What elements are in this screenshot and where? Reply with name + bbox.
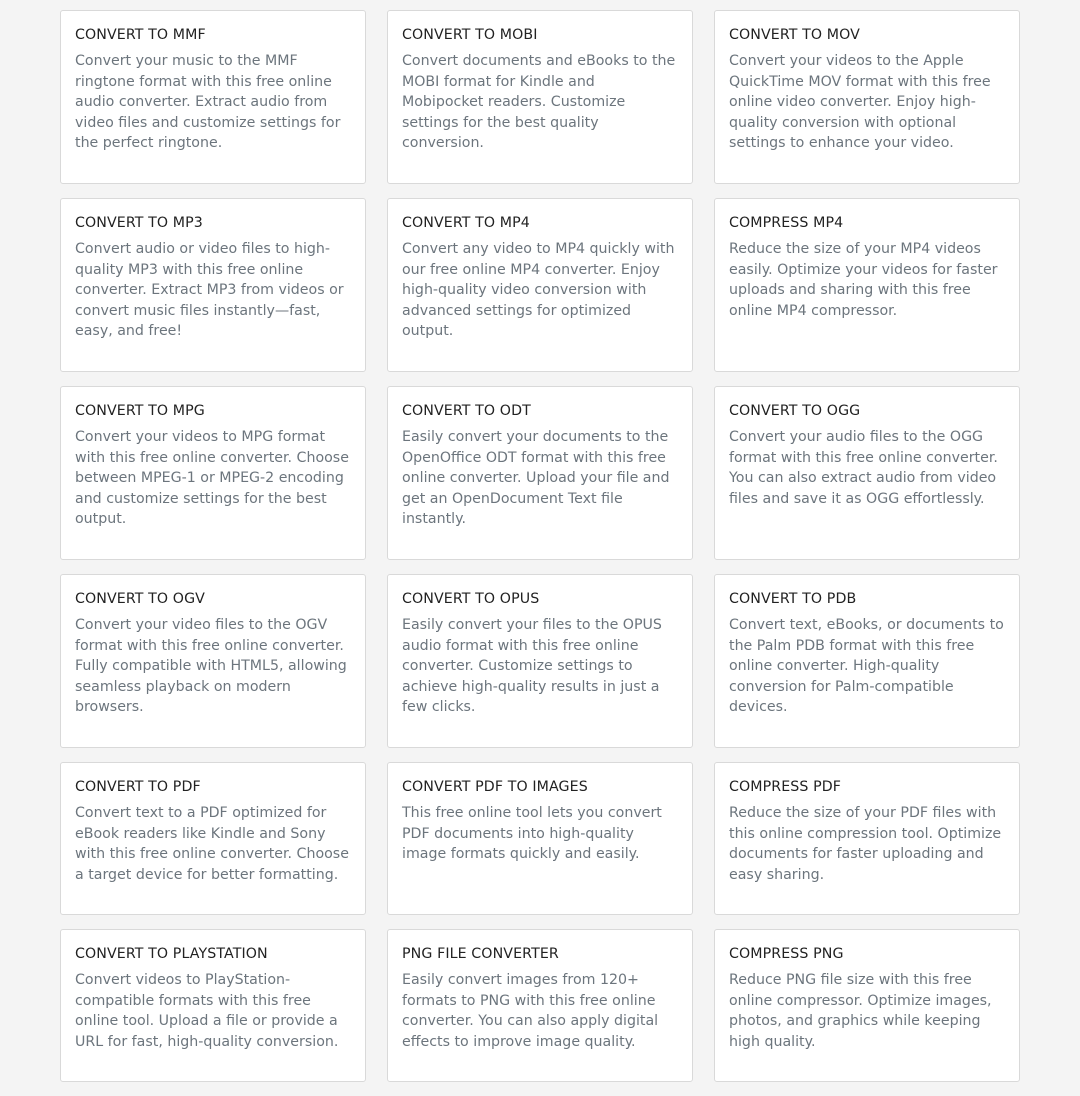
card-description: Convert your music to the MMF ringtone format with this free online audio converter. Extract audio from video files and customize settings for the perfect ringtone. [75,53,341,152]
card-description: Convert text, eBooks, or documents to the Palm PDB format with this free online converter. High-quality conversion for Palm-compatible devices. [729,617,1004,716]
tool-card-convert-to-mmf[interactable] [60,10,366,184]
card-title[interactable]: CONVERT TO MMF [75,27,206,43]
card-title[interactable]: CONVERT TO MOV [729,27,860,43]
card-description: Convert any video to MP4 quickly with our free online MP4 converter. Enjoy high-quality video conversion with advanced settings for optimized output. [402,241,675,340]
tool-card-png-file-converter[interactable] [387,929,693,1082]
tool-card-convert-to-ogv[interactable] [60,574,366,748]
card-title[interactable]: CONVERT TO OPUS [402,591,540,607]
card-description: Convert videos to PlayStation-compatible formats with this free online tool. Upload a file or provide a URL for fast, high-quality conversion. [75,972,339,1050]
tool-card-convert-to-mp3[interactable] [60,198,366,372]
tool-card-grid [60,10,1020,1096]
tool-card-convert-to-ogg[interactable] [714,386,1020,560]
card-description: Convert your audio files to the OGG format with this free online converter. You can also extract audio from video files and save it as OGG effortlessly. [729,429,998,507]
card-title[interactable]: CONVERT TO MOBI [402,27,538,43]
tool-card-convert-to-pdf[interactable] [60,762,366,915]
tool-card-convert-to-playstation[interactable] [60,929,366,1082]
card-description: Convert text to a PDF optimized for eBook readers like Kindle and Sony with this free online converter. Choose a target device for better formatting. [75,805,349,883]
tool-card-compress-pdf[interactable] [714,762,1020,915]
card-description: Easily convert your files to the OPUS audio format with this free online converter. Customize settings to achieve high-quality results in just a few clicks. [402,617,662,716]
tool-card-convert-to-mov[interactable] [714,10,1020,184]
tool-card-convert-to-mpg[interactable] [60,386,366,560]
card-description: Easily convert images from 120+ formats to PNG with this free online converter. You can also apply digital effects to improve image quality. [402,972,659,1050]
card-title[interactable]: COMPRESS MP4 [729,215,844,231]
card-title[interactable]: COMPRESS PNG [729,946,844,962]
tool-card-convert-to-odt[interactable] [387,386,693,560]
card-title[interactable]: CONVERT TO MP4 [402,215,530,231]
card-title[interactable]: CONVERT TO MPG [75,403,205,419]
card-description: Easily convert your documents to the OpenOffice ODT format with this free online converter. Upload your file and get an OpenDocument Text file instantly. [402,429,670,528]
card-description: Reduce PNG file size with this free online compressor. Optimize images, photos, and graphics while keeping high quality. [729,972,992,1050]
card-description: Convert documents and eBooks to the MOBI format for Kindle and Mobipocket readers. Customize settings for the best quality conversion. [402,53,676,152]
card-title[interactable]: CONVERT PDF TO IMAGES [402,779,588,795]
card-title[interactable]: CONVERT TO ODT [402,403,531,419]
card-title[interactable]: PNG FILE CONVERTER [402,946,559,962]
card-description: This free online tool lets you convert PDF documents into high-quality image formats quickly and easily. [402,805,662,863]
card-title[interactable]: CONVERT TO OGG [729,403,861,419]
card-description: Convert your videos to the Apple QuickTime MOV format with this free online video converter. Enjoy high-quality conversion with optional settings to enhance your video. [729,53,991,152]
tool-card-convert-to-mobi[interactable] [387,10,693,184]
card-title[interactable]: CONVERT TO MP3 [75,215,203,231]
card-description: Reduce the size of your PDF files with this online compression tool. Optimize documents for faster uploading and easy sharing. [729,805,1002,883]
tool-card-compress-png[interactable] [714,929,1020,1082]
tool-card-convert-to-mp4[interactable] [387,198,693,372]
tool-card-convert-pdf-to-images[interactable] [387,762,693,915]
card-title[interactable]: CONVERT TO PLAYSTATION [75,946,268,962]
card-description: Convert audio or video files to high-quality MP3 with this free online converter. Extract MP3 from videos or convert music files instantly—fast, easy, and free! [75,241,344,340]
card-title[interactable]: CONVERT TO OGV [75,591,205,607]
card-description: Convert your videos to MPG format with this free online converter. Choose between MPEG-1 or MPEG-2 encoding and customize settings for the best output. [75,429,349,528]
card-description: Reduce the size of your MP4 videos easily. Optimize your videos for faster uploads and sharing with this free online MP4 compressor. [729,241,998,319]
tool-card-convert-to-pdb[interactable] [714,574,1020,748]
card-title[interactable]: CONVERT TO PDF [75,779,201,795]
card-description: Convert your video files to the OGV format with this free online converter. Fully compatible with HTML5, allowing seamless playback on modern browsers. [75,617,347,716]
card-title[interactable]: COMPRESS PDF [729,779,842,795]
tool-card-compress-mp4[interactable] [714,198,1020,372]
tool-card-convert-to-opus[interactable] [387,574,693,748]
card-title[interactable]: CONVERT TO PDB [729,591,857,607]
